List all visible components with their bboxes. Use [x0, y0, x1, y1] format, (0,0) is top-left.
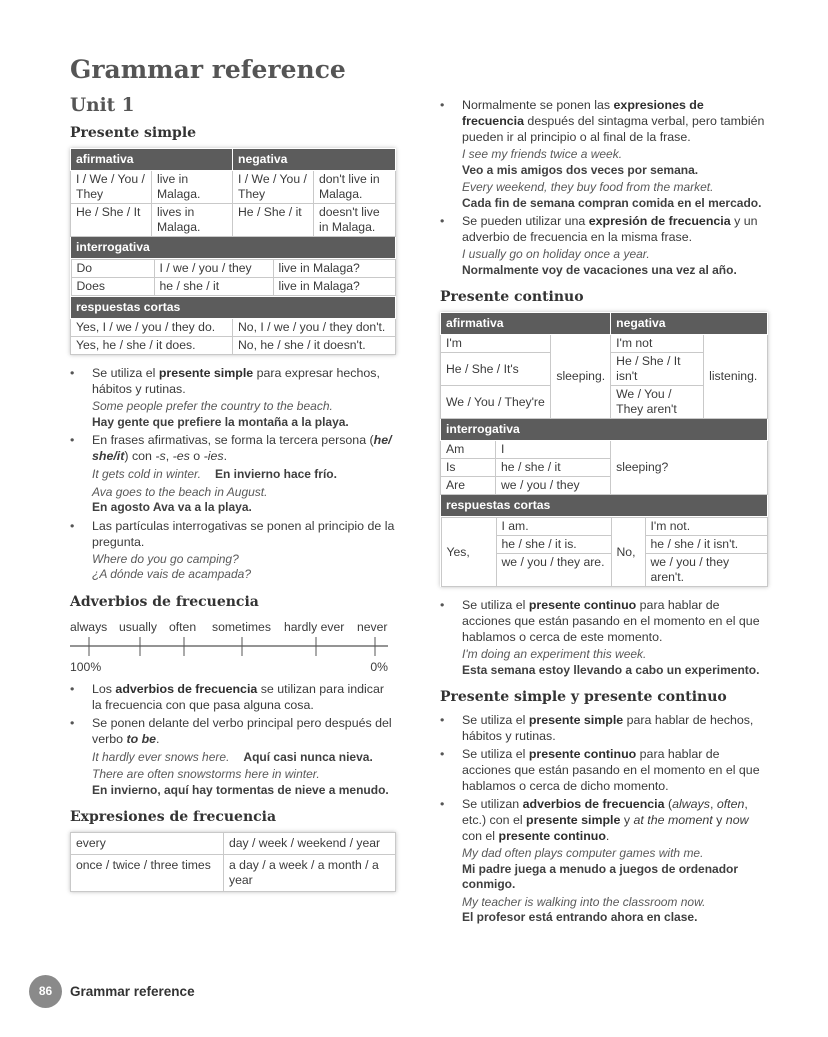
scale-label: usually — [119, 619, 157, 634]
key-term: presente continuo — [498, 829, 606, 843]
cell: we / you / they are. — [496, 554, 611, 587]
scale-label: often — [169, 619, 197, 634]
note-text: at the moment — [633, 813, 713, 827]
example-spanish: En invierno, aquí hay tormentas de nieve a menudo. — [92, 782, 389, 797]
note-text: Normalmente se ponen las — [462, 98, 614, 112]
left-column — [70, 94, 396, 892]
example — [462, 247, 768, 278]
example — [92, 552, 396, 583]
cell: he / she / it — [496, 459, 611, 477]
cell: No, — [611, 518, 645, 587]
table-row — [71, 833, 396, 855]
header-afirmativa: afirmativa — [441, 313, 611, 335]
section-heading-presente-simple: Presente simple — [70, 125, 197, 141]
note-text: se utilizan para indicar la frecuencia con que pasa alguna cosa. — [92, 681, 385, 712]
cell: Yes, I / we / you / they do. — [71, 319, 233, 337]
cell: Yes, — [441, 518, 496, 587]
list-item — [440, 213, 768, 278]
note-text: . — [223, 449, 228, 463]
cell: once / twice / three times — [71, 855, 224, 892]
key-term: presente continuo — [528, 747, 637, 761]
cell: Do — [71, 260, 154, 278]
note-text: Se utiliza el — [92, 366, 159, 380]
note-text: now — [725, 813, 749, 827]
example-english: There are often snowstorms here in winter. — [92, 767, 320, 781]
scale-label: sometimes — [212, 619, 271, 634]
key-term: adverbios de frecuencia — [522, 797, 665, 811]
presente-simple-table — [70, 148, 396, 355]
cell: he / she / it — [154, 278, 273, 296]
cell: He / She / It's — [441, 353, 551, 386]
example-spanish: El profesor está entrando ahora en clase. — [462, 910, 698, 924]
example-spanish: En invierno hace frío. — [214, 467, 337, 481]
presente-continuo-notes — [440, 597, 768, 680]
note-text: y — [712, 813, 726, 827]
example — [462, 846, 768, 893]
example — [92, 749, 396, 766]
table-row — [441, 441, 768, 459]
note-text: often — [716, 797, 745, 811]
key-term: presente continuo — [528, 598, 637, 612]
table-row — [71, 278, 395, 296]
table-row — [71, 855, 396, 892]
key-term: expresiones de frecuencia — [462, 98, 704, 128]
bullet-icon: • — [440, 713, 445, 727]
example — [462, 180, 768, 211]
list-item — [440, 597, 768, 678]
bullet-icon: • — [70, 715, 75, 730]
note-text: always — [672, 797, 710, 811]
list-item — [70, 518, 396, 583]
note-text: . — [156, 731, 160, 746]
cell: I — [496, 441, 611, 459]
note-text: Se utilizan — [462, 797, 523, 811]
note-text: -ies — [203, 449, 224, 463]
cell: live in Malaga? — [273, 278, 395, 296]
footer-label: Grammar reference — [70, 984, 195, 999]
example-english: I usually go on holiday once a year. — [462, 247, 650, 261]
scale-line — [70, 635, 388, 657]
example-spanish: En agosto Ava va a la playa. — [92, 500, 252, 514]
example-english: Ava goes to the beach in August. — [92, 484, 268, 499]
cell: sleeping? — [611, 441, 768, 495]
cell: we / you / they — [496, 477, 611, 495]
expresiones-table — [70, 832, 396, 892]
note-text: he/ she/it — [92, 433, 392, 463]
cell: Am — [441, 441, 496, 459]
adverbios-notes — [70, 681, 396, 801]
scale-start: 100% — [70, 659, 102, 674]
table-row — [441, 518, 767, 536]
unit-heading: Unit 1 — [70, 95, 135, 116]
example — [92, 466, 396, 483]
cell: We / You / They aren't — [611, 386, 704, 419]
note-text: para expresar hechos, hábitos y rutinas. — [92, 366, 380, 396]
cell: I / we / you / they — [154, 260, 273, 278]
bullet-icon: • — [440, 797, 445, 811]
cell: I / We / You / They — [233, 171, 314, 204]
respuestas-subtable — [441, 517, 768, 587]
bullet-icon: • — [70, 366, 75, 380]
key-term: presente simple — [526, 813, 621, 827]
section-heading-simple-y-continuo: Presente simple y presente continuo — [440, 689, 727, 705]
cell: don't live in Malaga. — [314, 171, 396, 204]
cell: I'm not. — [645, 518, 767, 536]
note-text: para hablar de acciones que están pasando en el momento en el que hablamos o cerca de dicho momento. — [462, 747, 760, 793]
example-spanish: Mi padre juega a menudo a juegos de ordenador conmigo. — [462, 861, 739, 891]
example-spanish: Cada fin de semana compran comida en el mercado. — [462, 195, 762, 210]
cell: live in Malaga? — [273, 260, 395, 278]
cell: sleeping. — [551, 335, 611, 419]
presente-simple-notes — [70, 365, 396, 585]
header-negativa: negativa — [611, 313, 768, 335]
header-respuestas-cortas: respuestas cortas — [441, 495, 768, 517]
example — [92, 399, 396, 430]
note-text: -s — [155, 449, 166, 463]
list-item — [440, 97, 768, 211]
cell: he / she / it isn't. — [645, 536, 767, 554]
note-text: , — [709, 797, 717, 811]
note-text: para hablar de acciones que están pasando en el momento en el que hablamos o cerca de este momento. — [462, 598, 760, 644]
note-text: . — [605, 829, 610, 843]
table-row — [441, 335, 768, 353]
section-heading-adverbios: Adverbios de frecuencia — [70, 593, 259, 610]
list-item — [440, 746, 768, 794]
cell: We / You / They're — [441, 386, 551, 419]
key-term: presente simple — [528, 713, 624, 727]
example-english: My teacher is walking into the classroom now. — [462, 894, 706, 909]
example-spanish: Aquí casi nunca nieva. — [243, 749, 373, 764]
expresiones-notes — [440, 97, 768, 280]
example — [92, 485, 396, 516]
interrogativa-subtable — [71, 259, 396, 296]
note-text: y un adverbio de frecuencia en la misma frase. — [462, 214, 758, 244]
cell: Is — [441, 459, 496, 477]
list-item — [440, 796, 768, 926]
example — [92, 767, 396, 798]
example-english: I see my friends twice a week. — [462, 147, 623, 161]
cell: lives in Malaga. — [152, 204, 233, 237]
list-item — [70, 681, 396, 713]
cell: He / She / it — [233, 204, 314, 237]
cell: Does — [71, 278, 154, 296]
note-text: Las partículas interrogativas se ponen al principio de la pregunta. — [92, 518, 395, 549]
page-title: Grammar reference — [70, 55, 346, 84]
example — [462, 147, 768, 178]
note-text: Se utiliza el — [462, 713, 529, 727]
scale-label: always — [70, 619, 108, 634]
example-english: Some people prefer the country to the beach. — [92, 399, 333, 413]
example — [462, 647, 768, 678]
note-text: Los — [92, 681, 116, 696]
bullet-icon: • — [70, 518, 75, 533]
header-afirmativa: afirmativa — [71, 149, 233, 171]
cell: doesn't live in Malaga. — [314, 204, 396, 237]
note-text: Se ponen delante del verbo principal pero después del verbo — [92, 715, 392, 746]
section-heading-presente-continuo: Presente continuo — [440, 289, 584, 305]
example-english: I'm doing an experiment this week. — [462, 647, 647, 661]
cell: I am. — [496, 518, 611, 536]
bullet-icon: • — [70, 433, 75, 447]
header-negativa: negativa — [233, 149, 396, 171]
note-text: -es — [172, 449, 190, 463]
cell: He / She / It — [71, 204, 152, 237]
bullet-icon: • — [440, 598, 445, 612]
table-row — [71, 319, 396, 337]
note-text: Se utiliza el — [462, 747, 529, 761]
note-text: to be — [126, 731, 157, 746]
cell: No, I / we / you / they don't. — [233, 319, 396, 337]
table-row — [71, 171, 396, 204]
note-text: para hablar de hechos, hábitos y rutinas. — [462, 713, 754, 743]
cell: he / she / it is. — [496, 536, 611, 554]
right-column — [440, 97, 768, 928]
scale-label: never — [357, 619, 388, 634]
example-spanish: Veo a mis amigos dos veces por semana. — [462, 162, 699, 177]
key-term: presente simple — [158, 366, 254, 380]
cell: we / you / they aren't. — [645, 554, 767, 587]
scale-end: 0% — [370, 659, 388, 674]
note-text: En frases afirmativas, se forma la tercera persona ( — [92, 433, 374, 447]
key-term: adverbios de frecuencia — [115, 681, 258, 696]
cell: Are — [441, 477, 496, 495]
note-text: ) con — [124, 449, 156, 463]
scale-label: hardly ever — [284, 619, 345, 634]
header-respuestas-cortas: respuestas cortas — [71, 297, 396, 319]
table-row — [71, 204, 396, 237]
example-english: My dad often plays computer games with me. — [462, 846, 704, 860]
cell: I'm — [441, 335, 551, 353]
note-text: Se utiliza el — [462, 598, 529, 612]
note-text: y — [620, 813, 634, 827]
bullet-icon: • — [70, 681, 75, 696]
example-spanish: ¿A dónde vais de acampada? — [92, 567, 251, 581]
note-text: o — [189, 449, 204, 463]
cell: Yes, he / she / it does. — [71, 337, 233, 355]
note-text: después del sintagma verbal, pero también pueden ir al principio o al final de la frase. — [462, 114, 765, 144]
note-text: con el — [462, 829, 499, 843]
example-spanish: Hay gente que prefiere la montaña a la playa. — [92, 414, 349, 429]
cell: a day / a week / a month / a year — [224, 855, 396, 892]
list-item — [70, 715, 396, 799]
cell: listening. — [704, 335, 768, 419]
frequency-scale — [70, 619, 388, 677]
cell: He / She / It isn't — [611, 353, 704, 386]
cell: day / week / weekend / year — [224, 833, 396, 855]
list-item — [440, 712, 768, 744]
header-interrogativa: interrogativa — [71, 237, 396, 259]
bullet-icon: • — [440, 214, 445, 228]
cell: I / We / You / They — [71, 171, 152, 204]
simple-y-continuo-notes — [440, 712, 768, 928]
list-item — [70, 432, 396, 516]
cell: I'm not — [611, 335, 704, 353]
cell: No, he / she / it doesn't. — [233, 337, 396, 355]
example-spanish: Esta semana estoy llevando a cabo un experimento. — [462, 662, 760, 677]
bullet-icon: • — [440, 98, 445, 112]
example-english: It hardly ever snows here. — [92, 749, 230, 764]
cell: every — [71, 833, 224, 855]
note-text: ( — [664, 797, 673, 811]
note-text: , — [165, 449, 173, 463]
example-spanish: Normalmente voy de vacaciones una vez al año. — [462, 262, 737, 277]
example-english: Where do you go camping? — [92, 551, 239, 566]
bullet-icon: • — [440, 747, 445, 761]
section-heading-expresiones: Expresiones de frecuencia — [70, 809, 277, 825]
example-english: It gets cold in winter. — [92, 467, 201, 481]
key-term: expresión de frecuencia — [588, 214, 731, 228]
list-item — [70, 365, 396, 430]
table-row — [71, 337, 396, 355]
presente-continuo-table — [440, 312, 768, 587]
note-text: Se pueden utilizar una — [462, 214, 589, 228]
cell: live in Malaga. — [152, 171, 233, 204]
table-row — [71, 260, 395, 278]
example — [462, 895, 768, 926]
page-number: 86 — [29, 975, 62, 1008]
header-interrogativa: interrogativa — [441, 419, 768, 441]
note-text: , etc.) con el — [462, 797, 748, 827]
example-english: Every weekend, they buy food from the market. — [462, 180, 714, 194]
